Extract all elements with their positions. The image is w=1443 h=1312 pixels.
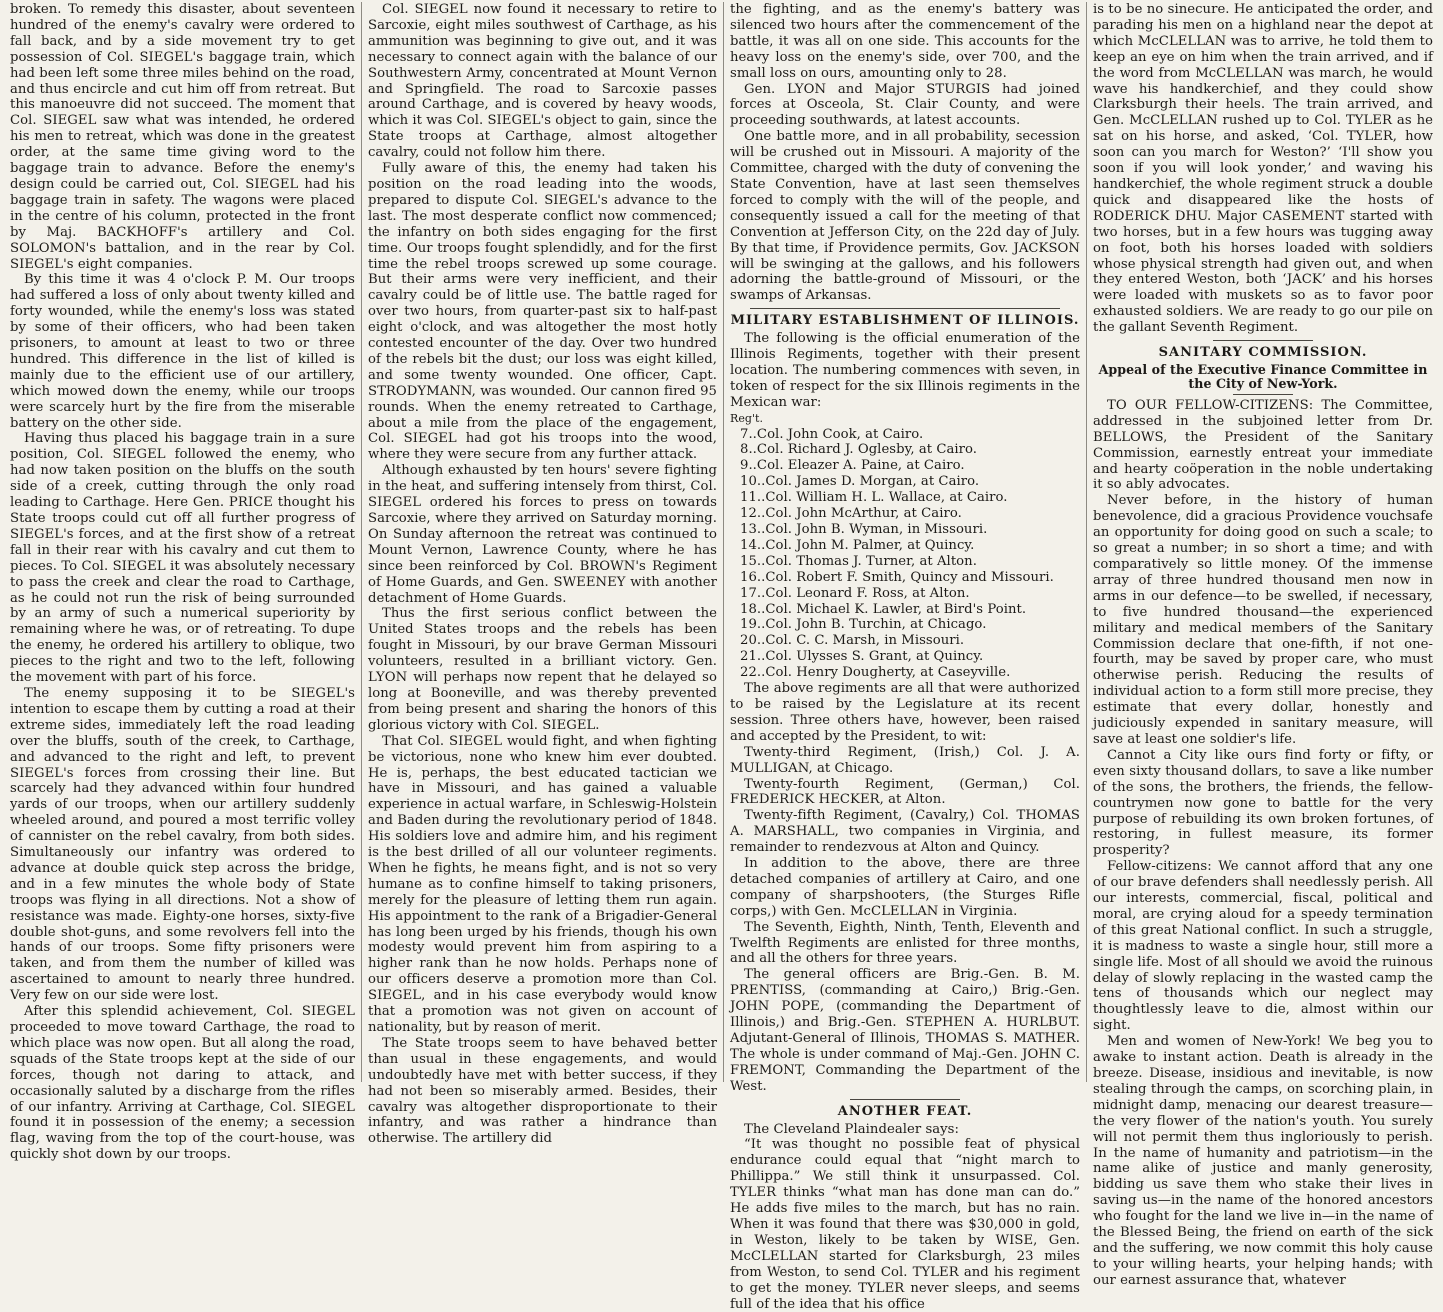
col3-paragraph: Gen. LYON and Major STURGIS had joined forces at Osceola, St. Clair County, and were proceeding southwards, at latest accounts. [730, 81, 1080, 129]
col4-paragraph: Cannot a City like ours find forty or fifty, or even sixty thousand dollars, to save a like number of the sons, the brothers, the friends, the fellow-countrymen now gone to battle for the very purpose of rebuilding its own broken fortunes, of restoring, in fullest measure, its former prosperity? [1093, 747, 1433, 859]
col1-paragraph: The enemy supposing it to be SIEGEL's intention to escape them by cutting a road at their extreme sides, immediately left the road leading over the bluffs, south of the creek, to Carthage, and advanced to the right and left, to prevent SIEGEL's forces from crossing their line. But scarcely had they advanced within four hundred yards of our troops, when our artillery suddenly wheeled around, and poured a most terrific volley of cannister on the rebel cavalry, from both sides. Simultaneously our infantry was ordered to advance at double quick step across the bridge, and in a few minutes the whole body of State troops was flying in all directions. Not a show of resistance was made. Eighty-one horses, sixty-five double shot-guns, and some revolvers fell into the hands of our troops. Some fifty prisoners were taken, and from them the number of killed was ascertained to amount to nearly three hundred. Very few on our side were lost. [10, 685, 355, 1004]
col4-paragraph: Never before, in the history of human benevolence, did a gracious Providence vouchsafe an opportunity for doing good on such a scale; to so great a number; in so short a time; and with comparatively so little money. Of the immense array of three hundred thousand men now in arms in our defence—to be swelled, if necessary, to five hundred thousand—the experienced military and medical members of the Sanitary Commission declare that one-fifth, if not one-fourth, may be saved by proper care, who must otherwise perish. Reducing the results of individual action to a form still more precise, they estimate that every dollar, honestly and judiciously expended in sanitary measure, will save at least one soldier's life. [1093, 493, 1433, 747]
list-item: 7..Col. John Cook, at Cairo. [740, 426, 924, 442]
col2-paragraph: Although exhausted by ten hours' severe fighting in the heat, and suffering intensely from thirst, Col. SIEGEL ordered his forces to press on towards Sarcoxie, where they arrived on Saturday morning. On Sunday afternoon the retreat was continued to Mount Vernon, Lawrence County, where he has since been reinforced by Col. BROWN's Regiment of Home Guards, and Gen. SWEENEY with another detachment of Home Guards. [368, 463, 717, 606]
list-item: 10..Col. James D. Morgan, at Cairo. [740, 474, 980, 490]
col3-paragraph: The general officers are Brig.-Gen. B. M. PRENTISS, (commanding at Cairo,) Brig.-Gen. JOHN POPE, (commanding the Department of Illinois,) and Brig.-Gen. STEPHEN A. HURLBUT. Adjutant-General of Illinois, THOMAS S. MATHER. The whole is under command of Maj.-Gen. JOHN C. FREMONT, Commanding the Department of the West. [730, 967, 1080, 1094]
divider [850, 1099, 960, 1100]
col3-paragraph: “It was thought no possible feat of physical endurance could equal that “night march to Phillippa.” We still think it unsurpassed. Col. TYLER thinks “what man has done man can do.” He adds five miles to the march, but has no rain. When it was found that there was $30,000 in gold, in Weston, likely to be taken by WISE, Gen. McCLELLAN started for Clarksburgh, 23 miles from Weston, to send Col. TYLER and his regiment to get the money. TYLER never sleeps, and seems full of the idea that his office [730, 1137, 1080, 1312]
column-4 [1087, 2, 1439, 1288]
list-item: 21..Col. Ulysses S. Grant, at Quincy. [740, 649, 984, 665]
heading-sanitary-commission: SANITARY COMMISSION. [1158, 345, 1368, 361]
col3-paragraph: One battle more, and in all probability, secession will be crushed out in Missouri. A majority of the Committee, charged with the duty of convening the State Convention, have at last seen themselves forced to comply with the will of the people, and consequently issued a call for the meeting of that Convention at Jefferson City, on the 22d day of July. By that time, if Providence permits, Gov. JACKSON will be swinging at the gallows, and his followers adorning the battle-ground of Missouri, or the swamps of Arkansas. [730, 129, 1080, 304]
divider [1213, 340, 1313, 341]
col4-paragraph: Fellow-citizens: We cannot afford that any one of our brave defenders shall needlessly perish. All our interests, commercial, fiscal, political and moral, are crying aloud for a speedy termination of this great National conflict. In such a struggle, it is madness to waste a single hour, still more a single life. Most of all should we avoid the ruinous delay of slowly replacing in the wasted camp the tens of thousands which our neglect may thoughtlessly leave to die, almost within our sight. [1093, 859, 1433, 1034]
col3-paragraph: the fighting, and as the enemy's battery was silenced two hours after the commencement of the battle, it was all on one side. This accounts for the heavy loss on the enemy's side, over 700, and the small loss on ours, amounting only to 28. [730, 2, 1080, 81]
list-item: 12..Col. John McArthur, at Cairo. [740, 506, 962, 522]
list-item: 13..Col. John B. Wyman, in Missouri. [740, 522, 988, 537]
col2-paragraph: The State troops seem to have behaved better than usual in these engagements, and would undoubtedly have met with better success, if they had not been so miserably armed. Besides, their cavalry was altogether disproportionate to their infantry, and was rather a hindrance than otherwise. The artillery did [368, 1035, 717, 1147]
col1-paragraph: Having thus placed his baggage train in a sure position, Col. SIEGEL followed the enemy, who had now taken position on the bluffs on the south side of a creek, cutting through the only road leading to Carthage. Here Gen. PRICE thought his State troops could cut off all further progress of SIEGEL's forces, and at the first show of a retreat fall in their rear with his cavalry and cut them to pieces. To Col. SIEGEL it was absolutely necessary to pass the creek and clear the road to Carthage, as he could not run the risk of being surrounded by an army of such a numerical superiority by remaining where he was, or of retreating. To dupe the enemy, he ordered his artillery to oblique, two pieces to the right and two to the left, following the movement with part of his force. [10, 431, 355, 686]
list-item: 19..Col. John B. Turchin, at Chicago. [740, 617, 987, 633]
list-item: 15..Col. Thomas J. Turner, at Alton. [740, 553, 977, 569]
col2-paragraph: Fully aware of this, the enemy had taken his position on the road leading into the woods, prepared to dispute Col. SIEGEL's advance to the last. The most desperate conflict now commenced; the infantry on both sides engaging for the first time. Our troops fought splendidly, and for the first time the rebel troops screwed up some courage. But their arms were very inefficient, and their cavalry could be of little use. The battle raged for over two hours, from quarter-past six to half-past eight o'clock, and was altogether the most hotly contested encounter of the day. Over two hundred of the rebels bit the dust; our loss was eight killed, and some twenty wounded. One officer, Capt. STRODYMANN, was wounded. Our cannon fired 95 rounds. When the enemy retreated to Carthage, about a mile from the place of the engagement, Col. SIEGEL had got his troops into the wood, where they were secure from any further attack. [368, 161, 717, 463]
col2-paragraph: Thus the first serious conflict between the United States troops and the rebels has been fought in Missouri, by our brave German Missouri volunteers, resulted in a brilliant victory. Gen. LYON will perhaps now repent that he delayed so long at Booneville, and was thereby prevented from being present and sharing the honors of this glorious victory with Col. SIEGEL. [368, 606, 717, 733]
regt-label: Reg't. [730, 411, 764, 425]
col3-paragraph: Twenty-third Regiment, (Irish,) Col. J. A. MULLIGAN, at Chicago. [730, 744, 1080, 776]
list-item: 16..Col. Robert F. Smith, Quincy and Missouri. [740, 569, 1054, 585]
col3-paragraph: In addition to the above, there are three detached companies of artillery at Cairo, and one company of sharpshooters, (the Sturges Rifle corps,) with Gen. McCLELLAN in Virginia. [730, 856, 1080, 919]
list-item: 11..Col. William H. L. Wallace, at Cairo. [740, 490, 1008, 506]
list-item: 14..Col. John M. Palmer, at Quincy. [740, 537, 975, 553]
col1-paragraph: After this splendid achievement, Col. SIEGEL proceeded to move toward Carthage, the road to which place was now open. But all along the road, squads of the State troops kept at the side of our forces, though not daring to attack, and occasionally saluted by a discharge from the rifles of our infantry. Arriving at Carthage, Col. SIEGEL found it in possession of the enemy; a secession flag, waving from the top of the court-house, was quickly shot down by our troops. [10, 1004, 355, 1163]
col3-paragraph: Twenty-fifth Regiment, (Cavalry,) Col. THOMAS A. MARSHALL, two companies in Virginia, and remainder to rendezvous at Alton and Quincy. [730, 808, 1080, 856]
column-2 [362, 2, 724, 1147]
divider [750, 308, 1060, 309]
col1-paragraph: By this time it was 4 o'clock P. M. Our troops had suffered a loss of only about twenty killed and forty wounded, while the enemy's loss was stated by some of their officers, who had been taken prisoners, to amount at least to two or three hundred. This difference in the list of killed is mainly due to the efficient use of our artillery, which mowed down the enemy, while our troops were scarcely hurt by the fire from the miserable battery on the other side. [10, 272, 355, 431]
col1-paragraph: broken. To remedy this disaster, about seventeen hundred of the enemy's cavalry were ordered to fall back, and by a side movement try to get possession of Col. SIEGEL's baggage train, which had been left some three miles behind on the road, and thus encircle and cut him off from retreat. But this manoeuvre did not succeed. The moment that Col. SIEGEL saw what was intended, he ordered his men to retreat, which was done in the greatest order, at the same time giving word to the baggage train to advance. Before the enemy's design could be carried out, Col. SIEGEL had his baggage train in safety. The wagons were placed in the centre of his column, protected in the front by Maj. BACKHOFF's artillery and Col. SOLOMON's battalion, and in the rear by Col. SIEGEL's eight companies. [10, 2, 355, 272]
list-item: 9..Col. Eleazer A. Paine, at Cairo. [740, 458, 965, 474]
col3-paragraph: The above regiments are all that were authorized to be raised by the Legislature at its recent session. Three others have, however, been raised and accepted by the President, to wit: [730, 681, 1080, 744]
subheading-appeal: Appeal of the Executive Finance Committee in the City of New-York. [1098, 361, 1428, 391]
col3-paragraph: Twenty-fourth Regiment, (German,) Col. FREDERICK HECKER, at Alton. [730, 776, 1080, 808]
col2-paragraph: That Col. SIEGEL would fight, and when fighting be victorious, none who knew him ever doubted. He is, perhaps, the best educated tactician we have in Missouri, and has gained a valuable experience in actual warfare, in Schleswig-Holstein and Baden during the revolutionary period of 1848. His soldiers love and admire him, and his regiment is the best drilled of all our volunteer regiments. When he fights, he means fight, and is not so very humane as to confine himself to taking prisoners, merely for the pleasure of letting them run again. His appointment to the rank of a Brigadier-General has long been urged by his friends, though his own modesty would prevent him from aspiring to a higher rank than he now holds. Perhaps none of our officers deserve a promotion more than Col. SIEGEL, and in his case everybody would know that a promotion was not given on account of nationality, but by reason of merit. [368, 733, 717, 1035]
col3-paragraph: The following is the official enumeration of the Illinois Regiments, together with their present location. The numbering commences with seven, in token of respect for the six Illinois regiments in the Mexican war: [730, 331, 1080, 410]
col4-paragraph: Men and women of New-York! We beg you to awake to instant action. Death is already in the breeze. Disease, insidious and inevitable, is now stealing through the camps, on scorching plain, in midnight damp, menacing our dearest treasure—the very flower of the nation's youth. You surely will not permit them thus ingloriously to perish. In the name of humanity and patriotism—in the name alike of justice and manly generosity, bidding us save them who stake their lives in saving us—in the name of the honored ancestors who fought for the land we live in—in the name of the Blessed Being, the friend on earth of the sick and the suffering, we now commit this holy cause to your willing hearts, your helping hands; with our earnest assurance that, whatever [1093, 1034, 1433, 1288]
list-item: 22..Col. Henry Dougherty, at Caseyville. [740, 665, 1011, 681]
col3-paragraph: The Cleveland Plaindealer says: [744, 1121, 959, 1137]
heading-military-establishment: MILITARY ESTABLISHMENT OF ILLINOIS. [730, 313, 1080, 329]
list-item: 20..Col. C. C. Marsh, in Missouri. [740, 633, 965, 649]
column-3 [724, 2, 1087, 1312]
list-item: 17..Col. Leonard F. Ross, at Alton. [740, 585, 970, 601]
divider [1233, 394, 1293, 395]
col3-paragraph: The Seventh, Eighth, Ninth, Tenth, Eleventh and Twelfth Regiments are enlisted for three months, and all the others for three years. [730, 919, 1080, 967]
regiment-list [730, 427, 1080, 682]
list-item: 8..Col. Richard J. Oglesby, at Cairo. [740, 442, 978, 458]
heading-another-feat: ANOTHER FEAT. [837, 1103, 973, 1119]
col4-paragraph: TO OUR FELLOW-CITIZENS: The Committee, addressed in the subjoined letter from Dr. BELLOWS, the President of the Sanitary Commission, earnestly entreat your immediate and hearty coöperation in the noble undertaking it so ably advocates. [1093, 397, 1433, 493]
column-1 [4, 2, 362, 1163]
list-item: 18..Col. Michael K. Lawler, at Bird's Point. [740, 601, 1027, 617]
col4-paragraph: is to be no sinecure. He anticipated the order, and parading his men on a highland near the depot at which McCLELLAN was to arrive, he told them to keep an eye on him when the train arrived, and if the word from McCLELLAN was march, he would wave his handkerchief, and they could show Clarksburgh their heels. The train arrived, and Gen. McCLELLAN rushed up to Col. TYLER as he sat on his horse, and asked, ‘Col. TYLER, how soon can you march for Weston?’ ‘I'll show you soon if you will look yonder,’ and waving his handkerchief, the whole regiment struck a double quick and disappeared like the hosts of RODERICK DHU. Major CASEMENT started with two horses, but in a few hours was tugging away on foot, both his horses loaded with soldiers whose physical strength had given out, and when they entered Weston, both ‘JACK’ and his horses were loaded with muskets so as to favor poor exhausted soldiers. We are ready to go our pile on the gallant Seventh Regiment. [1093, 2, 1433, 336]
col2-paragraph: Col. SIEGEL now found it necessary to retire to Sarcoxie, eight miles southwest of Carthage, as his ammunition was beginning to give out, and it was necessary to connect again with the balance of our Southwestern Army, concentrated at Mount Vernon and Springfield. The road to Sarcoxie passes around Carthage, and is covered by heavy woods, which it was Col. SIEGEL's object to gain, since the State troops at Carthage, almost altogether cavalry, could not follow him there. [368, 2, 717, 161]
